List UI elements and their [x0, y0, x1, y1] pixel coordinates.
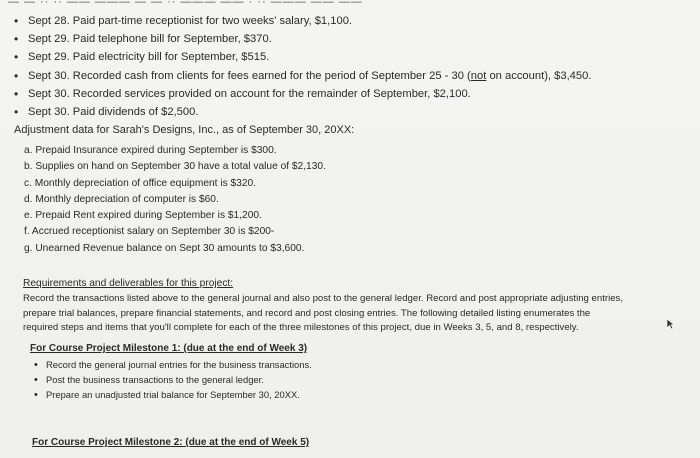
requirements-line: required steps and items that you'll complete for each of the three milestones of this project, due in Weeks 3, 5, and 8, respectively.: [23, 322, 579, 334]
milestone1-item: • Post the business transactions to the general ledger.: [30, 373, 312, 388]
transaction-text: Sept 30. Recorded cash from clients for fees earned for the period of September 25 - 30 (not on account), $3,450.: [28, 69, 592, 82]
milestone2-title: For Course Project Milestone 2: (due at the end of Week 5): [32, 437, 310, 448]
transaction-list: [10, 12, 591, 121]
milestone1-item: • Prepare an unadjusted trial balance for September 30, 20XX.: [30, 388, 312, 403]
requirements-line: prepare trial balances, prepare financial statements, and record and post closing entries. The following detailed listing enumerates the: [23, 307, 591, 319]
adjustment-heading: Adjustment data for Sarah's Designs, Inc., as of September 30, 20XX:: [14, 124, 355, 136]
requirements-title: Requirements and deliverables for this project:: [23, 278, 234, 289]
cropped-text-line: — — ·· ·· —— ——— — — ·· ——— —— · ·· ——— —— ——: [8, 0, 363, 6]
milestone1-title: For Course Project Milestone 1: (due at the end of Week 3): [30, 343, 308, 354]
transaction-item: • Sept 29. Paid electricity bill for September, $515.: [10, 48, 591, 66]
arrow-cursor-icon: [666, 318, 675, 333]
milestone1-list: [30, 358, 312, 402]
transaction-item: • Sept 30. Paid dividends of $2,500.: [10, 103, 591, 121]
transaction-item: • Sept 28. Paid part-time receptionist for two weeks' salary, $1,100.: [10, 12, 591, 30]
transaction-item: • Sept 30. Recorded services provided on account for the remainder of September, $2,100.: [10, 85, 591, 103]
transaction-item: [10, 67, 591, 85]
adjustment-list: [24, 143, 326, 257]
requirements-paragraph: [23, 292, 695, 336]
adjustment-item: f. Accrued receptionist salary on September 30 is $200-: [24, 226, 275, 238]
emphasis-text: not: [470, 69, 487, 82]
requirements-line: Record the transactions listed above to the general journal and also post to the general ledger. Record and post appropriate adjusting entries,: [23, 293, 623, 304]
adjustment-item: c. Monthly depreciation of office equipment is $320.: [24, 177, 256, 189]
adjustment-item: b. Supplies on hand on September 30 have a total value of $2,130.: [24, 161, 326, 173]
transaction-item: • Sept 29. Paid telephone bill for September, $370.: [10, 30, 591, 48]
adjustment-item: e. Prepaid Rent expired during September is $1,200.: [24, 210, 262, 222]
milestone1-item: • Record the general journal entries for the business transactions.: [30, 358, 312, 373]
adjustment-item: d. Monthly depreciation of computer is $60.: [24, 193, 219, 205]
adjustment-item: g. Unearned Revenue balance on Sept 30 amounts to $3,600.: [24, 242, 305, 254]
adjustment-item: a. Prepaid Insurance expired during September is $300.: [24, 145, 277, 156]
